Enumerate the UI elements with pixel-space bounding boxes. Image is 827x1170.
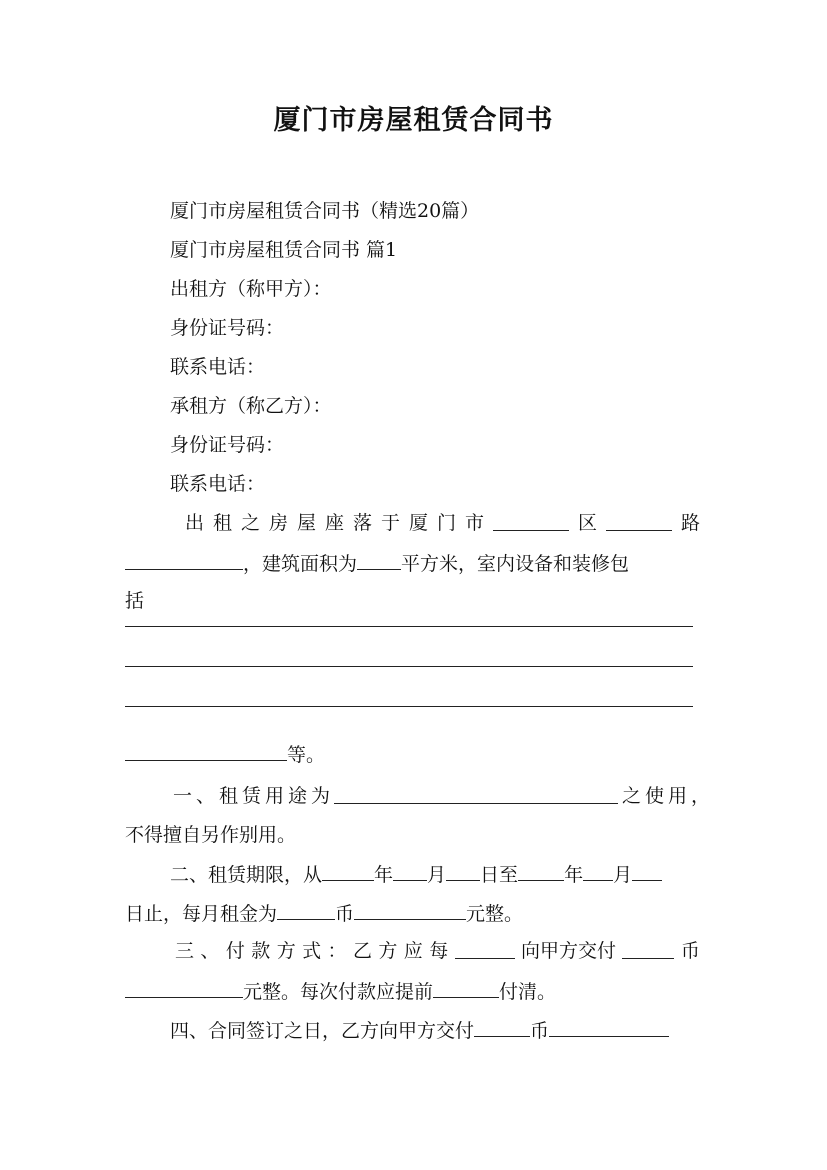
start-year-blank[interactable]: [322, 860, 374, 881]
area-blank[interactable]: [357, 549, 401, 570]
pay-advance-blank[interactable]: [433, 977, 499, 998]
deposit-currency-blank[interactable]: [474, 1016, 530, 1037]
document-title: 厦门市房屋租赁合同书: [273, 105, 554, 136]
clause2-line-1: 二、租赁期限，从 年 月 日至 年 月: [170, 860, 705, 888]
fixtures-blank-4[interactable]: [125, 740, 287, 761]
usage-blank[interactable]: [334, 783, 618, 804]
location-line-3: 括: [125, 590, 145, 612]
end-year-blank[interactable]: [518, 860, 564, 881]
clause3-line-2: 元整。每次付款应提前 付清。: [125, 977, 705, 1005]
clause2-line-2: 日止，每月租金为 币 元整。: [125, 899, 705, 927]
pay-currency-blank[interactable]: [622, 938, 674, 959]
clause1-line-2: 不得擅自另作别用。: [125, 824, 297, 846]
subtitle: 厦门市房屋租赁合同书（精选20篇）: [170, 200, 480, 222]
section-heading: 厦门市房屋租赁合同书 篇1: [170, 239, 398, 261]
lessor-phone-label: 联系电话：: [170, 356, 266, 378]
rent-currency-blank[interactable]: [277, 899, 335, 920]
fixtures-blank-3[interactable]: [125, 706, 693, 707]
clause4-line-1: 四、合同签订之日，乙方向甲方交付 币: [170, 1016, 705, 1044]
end-month-blank[interactable]: [583, 860, 613, 881]
lessee-label: 承租方（称乙方）：: [170, 395, 332, 417]
rent-amount-blank[interactable]: [354, 899, 466, 920]
location-line-1: 出 租 之 房 屋 座 落 于 厦 门 市 区 路: [185, 512, 700, 534]
end-day-blank[interactable]: [632, 860, 662, 881]
road-blank[interactable]: [606, 510, 672, 531]
clause1-line-1: 一 、 租 赁 用 途 为 之 使 用 ，: [173, 785, 710, 807]
fixtures-blank-1[interactable]: [125, 626, 693, 627]
clause3-line-1: 三 、 付 款 方 式 ： 乙 方 应 每 向甲方交付 币: [175, 940, 700, 962]
lessor-label: 出租方（称甲方）：: [170, 278, 332, 300]
start-month-blank[interactable]: [393, 860, 427, 881]
district-blank[interactable]: [493, 510, 569, 531]
road-number-blank[interactable]: [125, 549, 243, 570]
location-line-2: ，建筑面积为 平方米，室内设备和装修包: [125, 549, 705, 577]
pay-period-blank[interactable]: [455, 938, 515, 959]
fixtures-end-line: 等。: [125, 740, 705, 768]
lessor-id-label: 身份证号码：: [170, 317, 285, 339]
fixtures-blank-2[interactable]: [125, 666, 693, 667]
deposit-amount-blank[interactable]: [549, 1016, 669, 1037]
lessee-phone-label: 联系电话：: [170, 473, 266, 495]
start-day-blank[interactable]: [446, 860, 480, 881]
lessee-id-label: 身份证号码：: [170, 434, 285, 456]
pay-amount-blank[interactable]: [125, 977, 243, 998]
